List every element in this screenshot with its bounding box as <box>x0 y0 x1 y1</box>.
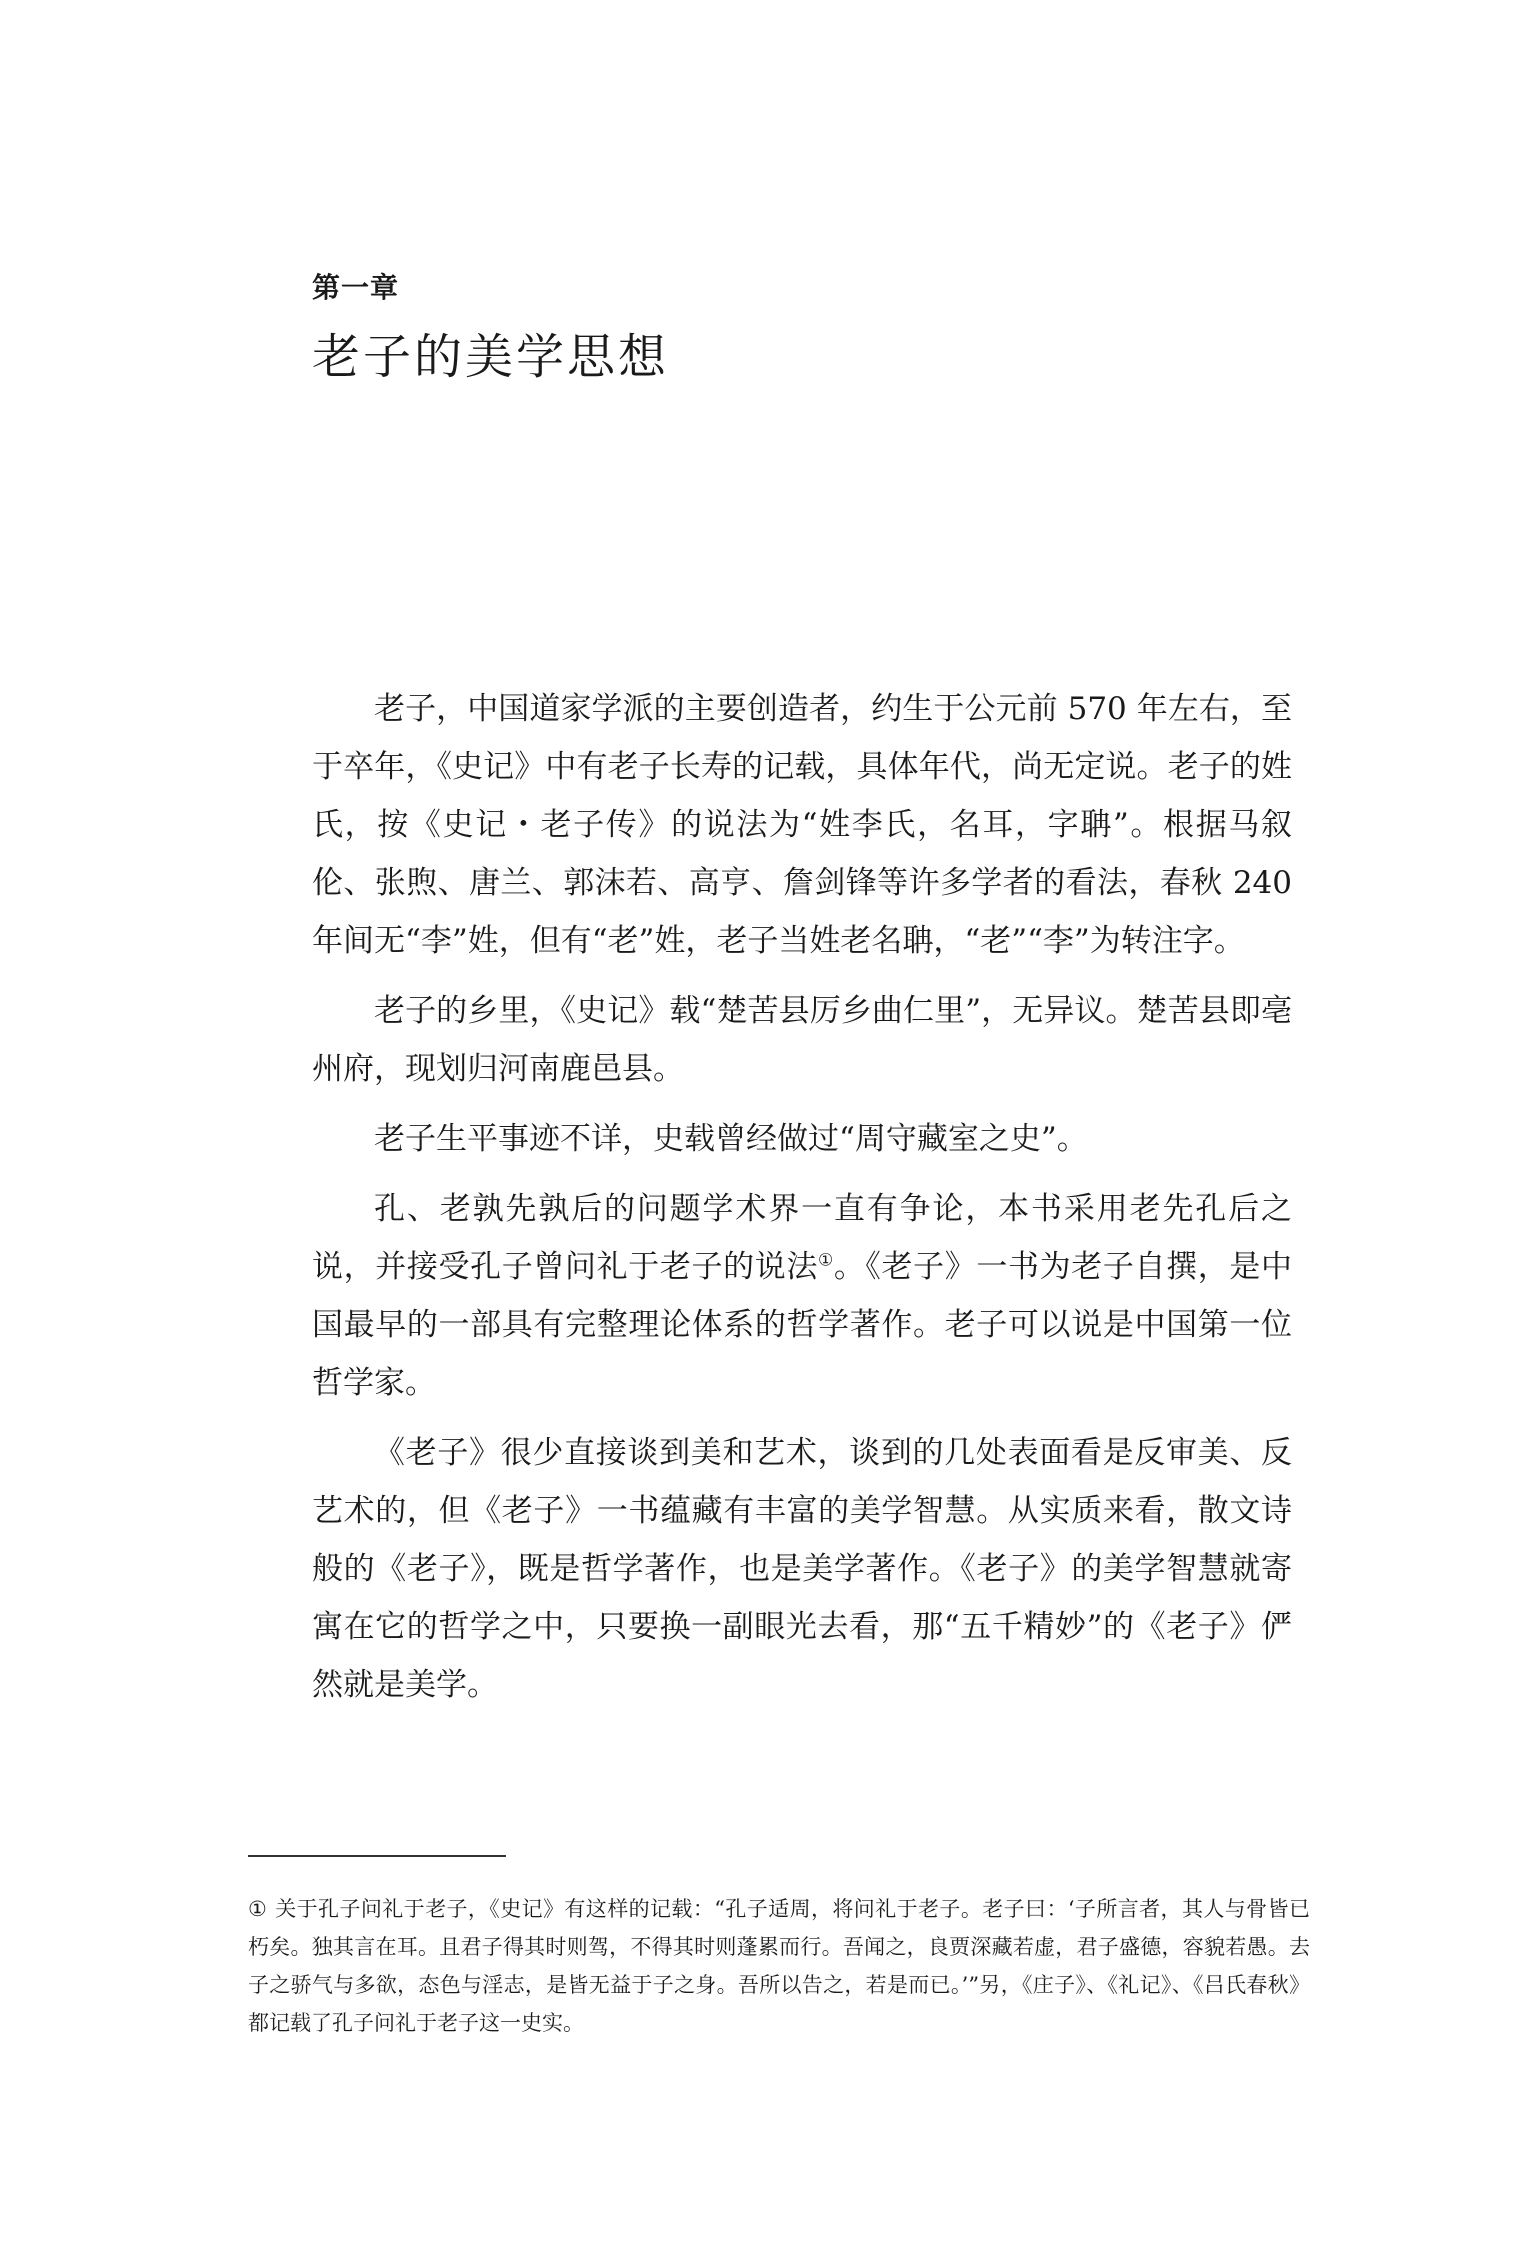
paragraph-4-part-1: 孔、老孰先孰后的问题学术界一直有争论，本书采用老先孔后之说，并接受孔子曾问礼于老子的说法 <box>312 1191 1292 1285</box>
paragraph-2: 老子的乡里，《史记》载“楚苦县厉乡曲仁里”，无异议。楚苦县即亳州府，现划归河南鹿邑县。 <box>312 993 1292 1087</box>
paragraph-4 <box>312 1180 1292 1412</box>
footnote-mark: ① <box>248 1897 268 1921</box>
footnote-text: 关于孔子问礼于老子，《史记》有这样的记载：“孔子适周，将问礼于老子。老子曰：‘子所言者，其人与骨皆已朽矣。独其言在耳。且君子得其时则驾，不得其时则蓬累而行。吾闻之，良贾深藏若虚，君子盛德，容貌若愚。去子之骄气与多欲，态色与淫志，是皆无益于子之身。吾所以告之，若是而已。’”另，《庄子》、《礼记》、《吕氏春秋》都记载了孔子问礼于老子这一史实。 <box>248 1897 1310 2035</box>
body-text <box>312 680 1292 1726</box>
footnote-reference[interactable]: ① <box>817 1250 834 1271</box>
paragraph-3: 老子生平事迹不详，史载曾经做过“周守藏室之史”。 <box>374 1121 1088 1157</box>
paragraph-1: 老子，中国道家学派的主要创造者，约生于公元前 570 年左右，至于卒年，《史记》中有老子长寿的记载，具体年代，尚无定说。老子的姓氏，按《史记・老子传》的说法为“姓李氏，名耳，字聃”。根据马叙伦、张煦、唐兰、郭沫若、高亨、詹剑锋等许多学者的看法，春秋 240 年间无“李”姓，但有“老”姓，老子当姓老名聃，“老”“李”为转注字。 <box>312 691 1292 959</box>
chapter-label: 第一章 <box>312 271 400 304</box>
chapter-title: 老子的美学思想 <box>312 329 670 385</box>
paragraph-4-part-2: 。《老子》一书为老子自撰，是中国最早的一部具有完整理论体系的哲学著作。老子可以说是中国第一位哲学家。 <box>312 1249 1293 1401</box>
footnote <box>248 1890 1310 2042</box>
paragraph-5: 《老子》很少直接谈到美和艺术，谈到的几处表面看是反审美、反艺术的，但《老子》一书蕴藏有丰富的美学智慧。从实质来看，散文诗般的《老子》，既是哲学著作，也是美学著作。《老子》的美学智慧就寄寓在它的哲学之中，只要换一副眼光去看，那“五千精妙”的《老子》俨然就是美学。 <box>312 1435 1292 1703</box>
footnote-divider <box>248 1855 506 1857</box>
